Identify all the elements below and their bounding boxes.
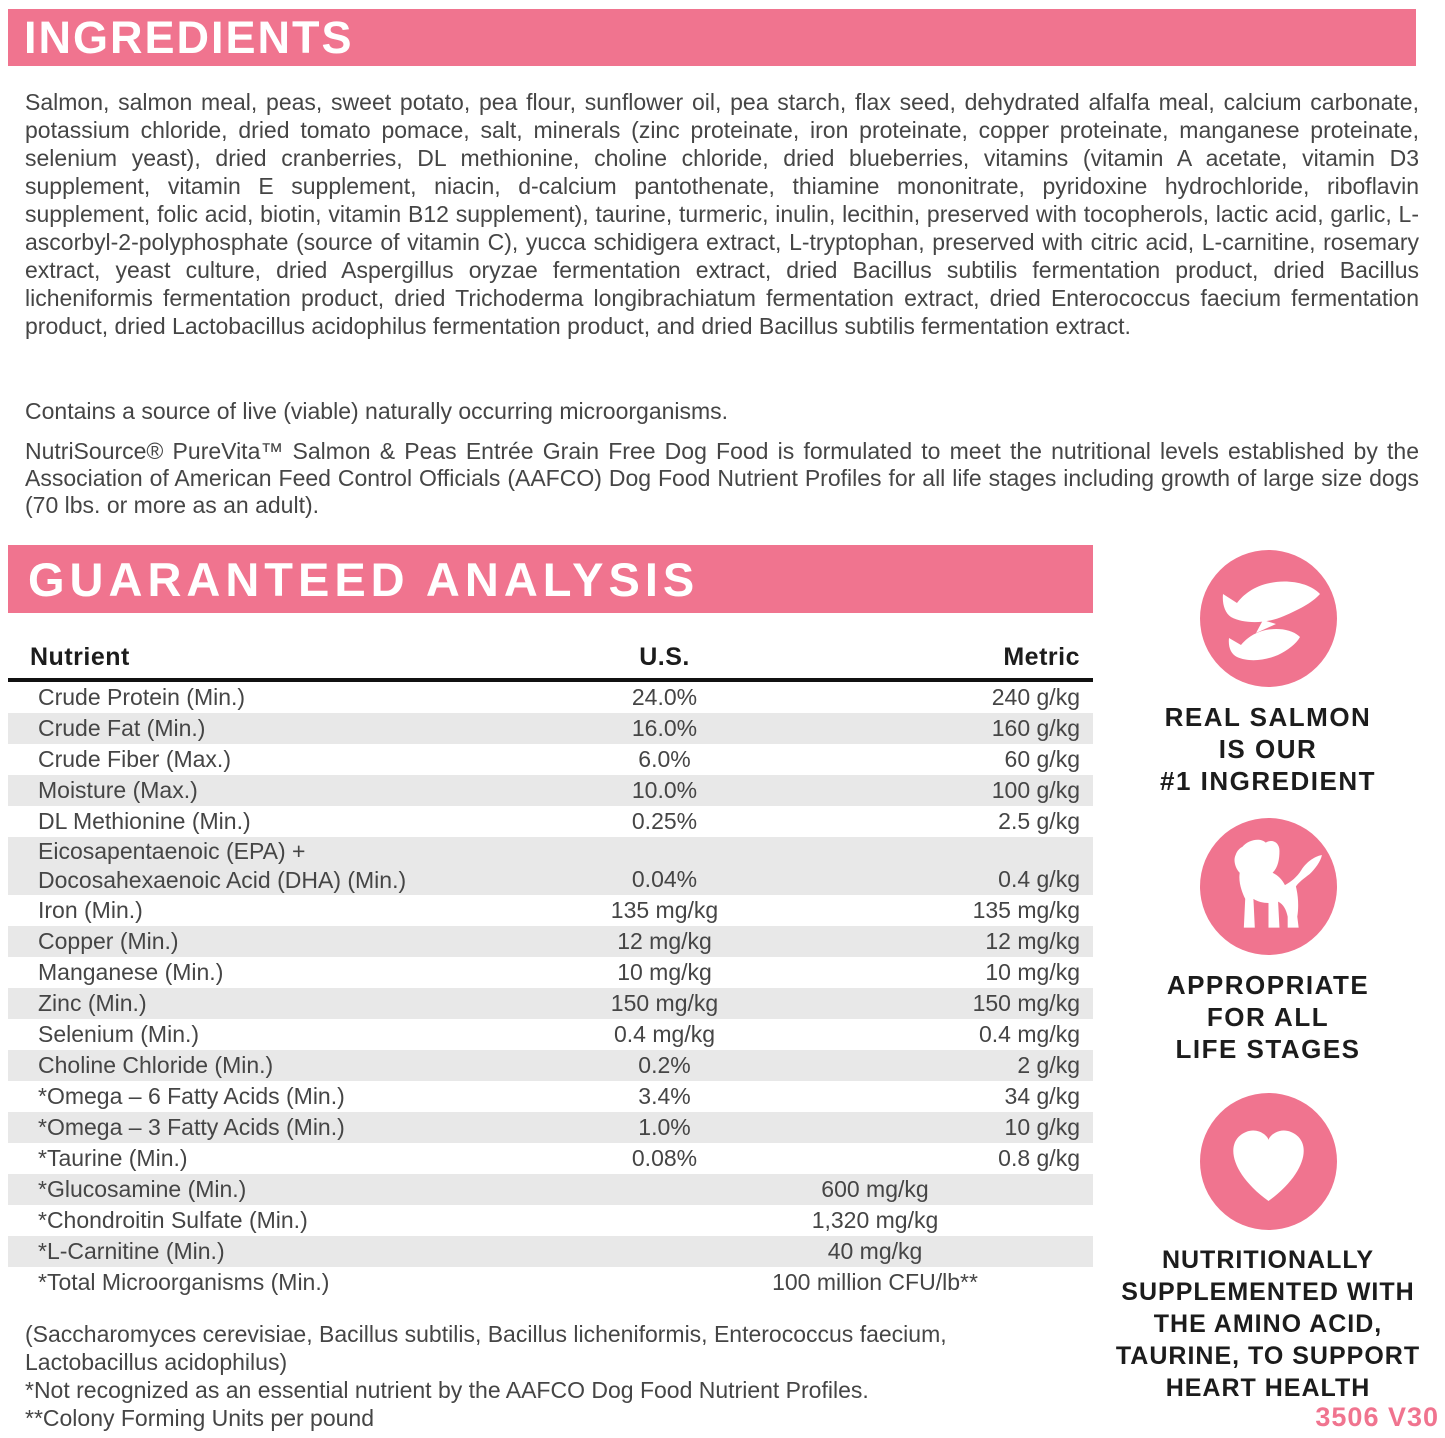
metric-value-cell: 0.8 g/kg <box>998 1145 1080 1171</box>
ingredients-banner <box>8 9 1416 66</box>
analysis-row <box>8 713 1093 744</box>
analysis-row <box>8 680 1093 713</box>
metric-value-cell: 240 g/kg <box>991 684 1080 710</box>
nutrient-cell: *Taurine (Min.) <box>38 1145 188 1171</box>
nutrient-cell: Moisture (Max.) <box>38 777 198 803</box>
product-code: 3506 V30 <box>1315 1402 1439 1432</box>
us-value-cell: 10.0% <box>631 777 698 803</box>
analysis-table <box>8 636 1093 1298</box>
metric-value-cell: 135 mg/kg <box>972 897 1080 923</box>
aafco-statement: NutriSource® PureVita™ Salmon & Peas Entrée Grain Free Dog Food is formulated to meet the nutritional levels established by the Association of American Feed Control Officials (AAFCO) Dog Food Nutrient Profiles for all life stages including growth of large size dogs (70 lbs. or more as an adult). <box>25 438 1419 518</box>
badge-heart-health <box>1108 1093 1428 1404</box>
analysis-row <box>8 1205 1093 1236</box>
nutrient-cell: Crude Fiber (Max.) <box>38 746 231 772</box>
nutrient-cell: Crude Protein (Min.) <box>38 684 246 710</box>
merged-value-cell: 100 million CFU/lb** <box>772 1269 978 1295</box>
nutrient-cell: *Total Microorganisms (Min.) <box>38 1269 330 1295</box>
badge-caption-line: IS OUR <box>1218 734 1318 764</box>
badge-caption-real-salmon <box>1160 701 1376 797</box>
us-value-cell: 0.08% <box>631 1145 698 1171</box>
ingredients-title: INGREDIENTS <box>24 11 354 63</box>
footnote-double-star: **Colony Forming Units per pound <box>25 1405 375 1431</box>
analysis-row <box>8 1081 1093 1112</box>
badge-caption-line: FOR ALL <box>1206 1002 1330 1032</box>
analysis-row <box>8 988 1093 1019</box>
badge-real-salmon <box>1108 550 1428 797</box>
puppy-icon <box>1200 818 1337 955</box>
metric-value-cell: 34 g/kg <box>1004 1083 1080 1109</box>
analysis-row <box>8 926 1093 957</box>
nutrient-cell: DL Methionine (Min.) <box>38 808 251 834</box>
metric-value-cell: 0.4 mg/kg <box>979 1021 1080 1047</box>
analysis-row <box>8 775 1093 806</box>
analysis-row <box>8 1174 1093 1205</box>
us-value-cell: 3.4% <box>638 1083 691 1109</box>
badge-caption-line: REAL SALMON <box>1164 702 1372 732</box>
metric-value-cell: 2.5 g/kg <box>998 808 1080 834</box>
nutrient-cell: Selenium (Min.) <box>38 1021 200 1047</box>
us-value-cell: 0.2% <box>638 1052 691 1078</box>
us-value-cell: 24.0% <box>631 684 698 710</box>
badge-caption-heart-health <box>1116 1244 1420 1404</box>
analysis-row <box>8 1143 1093 1174</box>
metric-value-cell: 60 g/kg <box>1004 746 1080 772</box>
nutrient-cell: Choline Chloride (Min.) <box>38 1052 274 1078</box>
metric-value-cell: 0.4 g/kg <box>998 866 1080 892</box>
column-header-nutrient: Nutrient <box>8 636 507 680</box>
metric-value-cell: 100 g/kg <box>991 777 1080 803</box>
nutrient-cell: *Glucosamine (Min.) <box>38 1176 247 1202</box>
nutrient-cell: *Chondroitin Sulfate (Min.) <box>38 1207 308 1233</box>
ingredients-body: Salmon, salmon meal, peas, sweet potato, pea flour, sunflower oil, pea starch, flax seed, dehydrated alfalfa meal, calcium carbonate, potassium chloride, dried tomato pomace, salt, minerals (zinc proteinate, iron proteinate, copper proteinate, manganese proteinate, selenium yeast), dried cranberries, DL methionine, choline chloride, dried blueberries, vitamins (vitamin A acetate, vitamin D3 supplement, vitamin E supplement, niacin, d-calcium pantothenate, thiamine mononitrate, pyridoxine hydrochloride, riboflavin supplement, folic acid, biotin, vitamin B12 supplement), taurine, turmeric, inulin, lecithin, preserved with tocopherols, lactic acid, garlic, L-ascorbyl-2-polyphosphate (source of vitamin C), yucca schidigera extract, L-tryptophan, preserved with citric acid, L-carnitine, rosemary extract, yeast culture, dried Aspergillus oryzae fermentation extract, dried Bacillus subtilis fermentation product, dried Bacillus licheniformis fermentation product, dried Trichoderma longibrachiatum fermentation extract, dried Enterococcus faecium fermentation product, dried Lactobacillus acidophilus fermentation product, and dried Bacillus subtilis fermentation extract. <box>25 89 1419 339</box>
metric-value-cell: 160 g/kg <box>991 715 1080 741</box>
nutrient-cell: *L-Carnitine (Min.) <box>38 1238 225 1264</box>
analysis-row <box>8 957 1093 988</box>
badge-caption-line: APPROPRIATE <box>1166 970 1370 1000</box>
heart-icon <box>1200 1093 1337 1230</box>
analysis-row <box>8 744 1093 775</box>
nutrient-cell: Crude Fat (Min.) <box>38 715 206 741</box>
merged-value-cell: 40 mg/kg <box>827 1238 923 1264</box>
us-value-cell: 0.4 mg/kg <box>614 1021 715 1047</box>
analysis-header-row <box>8 636 1093 680</box>
analysis-title: GUARANTEED ANALYSIS <box>28 552 700 606</box>
badge-all-life-stages <box>1108 818 1428 1065</box>
us-value-cell: 135 mg/kg <box>610 897 719 923</box>
merged-value-cell: 600 mg/kg <box>821 1176 929 1202</box>
analysis-footnotes <box>25 1320 1083 1432</box>
badge-caption-line: LIFE STAGES <box>1175 1034 1361 1064</box>
contains-note: Contains a source of live (viable) naturally occurring microorganisms. <box>25 398 729 424</box>
nutrient-cell: Copper (Min.) <box>38 928 179 954</box>
analysis-row <box>8 1267 1093 1298</box>
analysis-row <box>8 895 1093 926</box>
badge-caption-line: NUTRITIONALLY <box>1161 1246 1375 1274</box>
analysis-row <box>8 837 1093 895</box>
analysis-row <box>8 806 1093 837</box>
us-value-cell: 0.04% <box>631 866 698 892</box>
badge-caption-line: #1 INGREDIENT <box>1160 766 1376 796</box>
metric-value-cell: 2 g/kg <box>1017 1052 1080 1078</box>
badge-caption-all-life-stages <box>1167 969 1369 1065</box>
analysis-row <box>8 1050 1093 1081</box>
analysis-table-body <box>8 680 1093 1298</box>
badge-caption-line: SUPPLEMENTED WITH <box>1121 1278 1415 1306</box>
guaranteed-analysis-table <box>8 636 1093 1298</box>
nutrient-cell: Zinc (Min.) <box>38 990 147 1016</box>
merged-value-cell: 1,320 mg/kg <box>811 1207 939 1233</box>
metric-value-cell: 10 mg/kg <box>985 959 1080 985</box>
salmon-icon <box>1200 550 1337 687</box>
microorganisms-note: (Saccharomyces cerevisiae, Bacillus subtilis, Bacillus licheniformis, Enterococcus faecium, Lactobacillus acidophilus) <box>25 1321 947 1375</box>
nutrient-cell: *Omega – 6 Fatty Acids (Min.) <box>38 1083 345 1109</box>
us-value-cell: 150 mg/kg <box>610 990 719 1016</box>
us-value-cell: 12 mg/kg <box>617 928 712 954</box>
us-value-cell: 10 mg/kg <box>617 959 712 985</box>
nutrient-cell: Iron (Min.) <box>38 897 143 923</box>
badge-caption-line: THE AMINO ACID, <box>1153 1310 1383 1338</box>
nutrient-cell: *Omega – 3 Fatty Acids (Min.) <box>38 1114 345 1140</box>
metric-value-cell: 150 mg/kg <box>972 990 1080 1016</box>
us-value-cell: 0.25% <box>631 808 698 834</box>
badge-caption-line: TAURINE, TO SUPPORT <box>1115 1342 1421 1370</box>
column-header-metric: Metric <box>822 636 1093 680</box>
analysis-row <box>8 1112 1093 1143</box>
nutrient-cell: Eicosapentaenoic (EPA) + Docosahexaenoic Acid (DHA) (Min.) <box>38 838 407 893</box>
nutrient-cell: Manganese (Min.) <box>38 959 224 985</box>
metric-value-cell: 12 mg/kg <box>985 928 1080 954</box>
analysis-row <box>8 1019 1093 1050</box>
us-value-cell: 16.0% <box>631 715 698 741</box>
badge-caption-line: HEART HEALTH <box>1165 1374 1371 1402</box>
analysis-banner <box>8 545 1093 613</box>
metric-value-cell: 10 g/kg <box>1004 1114 1080 1140</box>
column-header-us: U.S. <box>507 636 822 680</box>
us-value-cell: 6.0% <box>638 746 691 772</box>
analysis-row <box>8 1236 1093 1267</box>
footnote-single-star: *Not recognized as an essential nutrient by the AAFCO Dog Food Nutrient Profiles. <box>25 1377 869 1403</box>
us-value-cell: 1.0% <box>638 1114 691 1140</box>
